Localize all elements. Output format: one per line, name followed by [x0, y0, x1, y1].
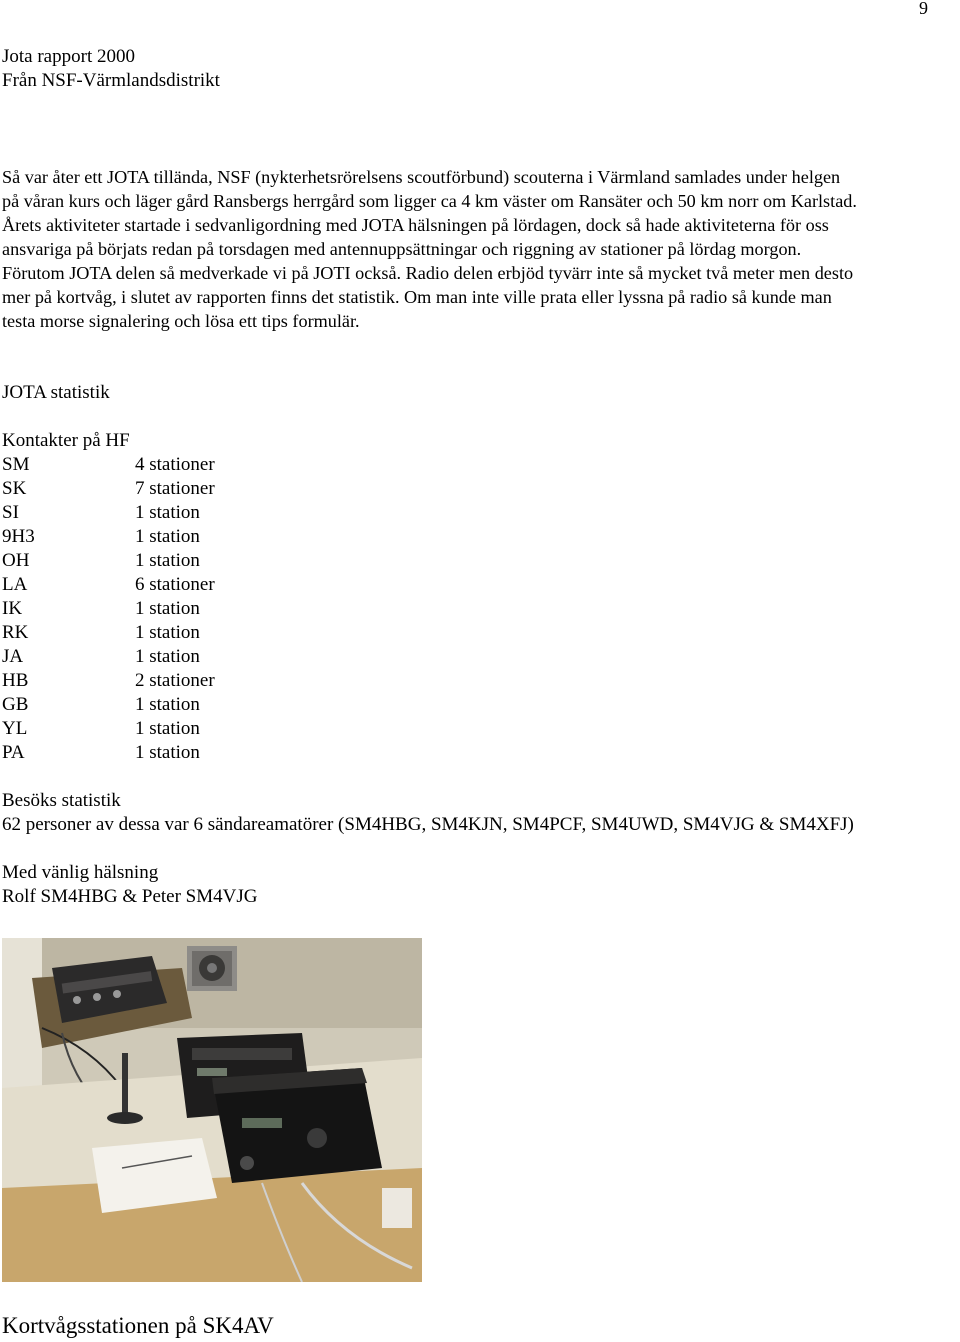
- country-prefix: IK: [2, 598, 23, 619]
- country-prefix: SK: [2, 478, 27, 499]
- hf-contact-row: [2, 693, 200, 717]
- intro-line: Så var åter ett JOTA tillända, NSF (nykterhetsrörelsens scoutförbund) scouterna i Värmland samlades under helgen: [2, 167, 841, 187]
- country-prefix: PA: [2, 742, 25, 763]
- station-count: 1 station: [135, 646, 200, 667]
- country-prefix: 9H3: [2, 526, 35, 547]
- intro-line: Förutom JOTA delen så medverkade vi på JOTI också. Radio delen erbjöd tyvärr inte så mycket två meter men desto: [2, 263, 854, 283]
- signature-names: Rolf SM4HBG & Peter SM4VJG: [2, 886, 258, 907]
- country-prefix: SM: [2, 454, 30, 475]
- page-number: 9: [919, 0, 928, 18]
- hf-contact-row: [2, 645, 200, 669]
- hf-contact-row: [2, 453, 215, 477]
- station-count: 6 stationer: [135, 574, 215, 595]
- hf-contact-row: [2, 597, 200, 621]
- country-prefix: HB: [2, 670, 29, 691]
- hf-contact-row: [2, 621, 200, 645]
- station-count: 1 station: [135, 598, 200, 619]
- visits-section: [2, 789, 854, 837]
- report-title: Jota rapport 2000: [2, 46, 135, 67]
- hf-contacts-list: [2, 429, 215, 765]
- hf-contact-row: [2, 741, 200, 765]
- report-from: Från NSF-Värmlandsdistrikt: [2, 70, 220, 91]
- greeting-line: Med vänlig hälsning: [2, 862, 159, 883]
- country-prefix: LA: [2, 574, 28, 595]
- country-prefix: JA: [2, 646, 24, 667]
- hf-contacts-title: Kontakter på HF: [2, 430, 130, 451]
- station-count: 1 station: [135, 622, 200, 643]
- visits-text: 62 personer av dessa var 6 sändareamatörer (SM4HBG, SM4KJN, SM4PCF, SM4UWD, SM4VJG & SM4XFJ): [2, 814, 854, 835]
- station-count: 7 stationer: [135, 478, 215, 499]
- station-count: 2 stationer: [135, 670, 215, 691]
- intro-paragraph: [2, 165, 957, 333]
- country-prefix: OH: [2, 550, 30, 571]
- intro-line: ansvariga på börjats redan på torsdagen med antennuppsättningar och riggning av stationer på lördag morgon.: [2, 239, 802, 259]
- hf-contact-row: [2, 549, 200, 573]
- report-header: [2, 45, 220, 93]
- greeting: [2, 861, 257, 909]
- radio-station-photo: [2, 938, 422, 1282]
- station-count: 1 station: [135, 718, 200, 739]
- station-count: 1 station: [135, 694, 200, 715]
- hf-contact-row: [2, 501, 200, 525]
- hf-contact-row: [2, 717, 200, 741]
- photo-caption: Kortvågsstationen på SK4AV: [2, 1313, 274, 1338]
- statistics-title: JOTA statistik: [2, 382, 110, 403]
- intro-line: testa morse signalering och lösa ett tips formulär.: [2, 311, 360, 331]
- station-count: 4 stationer: [135, 454, 215, 475]
- station-count: 1 station: [135, 550, 200, 571]
- visits-title: Besöks statistik: [2, 790, 121, 811]
- hf-contact-row: [2, 525, 200, 549]
- country-prefix: GB: [2, 694, 29, 715]
- country-prefix: SI: [2, 502, 19, 523]
- station-count: 1 station: [135, 526, 200, 547]
- hf-contact-row: [2, 669, 215, 693]
- hf-contact-row: [2, 573, 215, 597]
- intro-line: mer på kortvåg, i slutet av rapporten finns det statistik. Om man inte ville prata eller lyssna på radio så kunde man: [2, 287, 832, 307]
- hf-contact-row: [2, 477, 215, 501]
- station-count: 1 station: [135, 502, 200, 523]
- intro-line: Årets aktiviteter startade i sedvanligordning med JOTA hälsningen på lördagen, dock så hade aktiviteterna för oss: [2, 215, 829, 235]
- country-prefix: YL: [2, 718, 28, 739]
- country-prefix: RK: [2, 622, 29, 643]
- station-count: 1 station: [135, 742, 200, 763]
- intro-line: på våran kurs och läger gård Ransbergs herrgård som ligger ca 4 km väster om Ransäter och 50 km norr om Karlstad.: [2, 191, 857, 211]
